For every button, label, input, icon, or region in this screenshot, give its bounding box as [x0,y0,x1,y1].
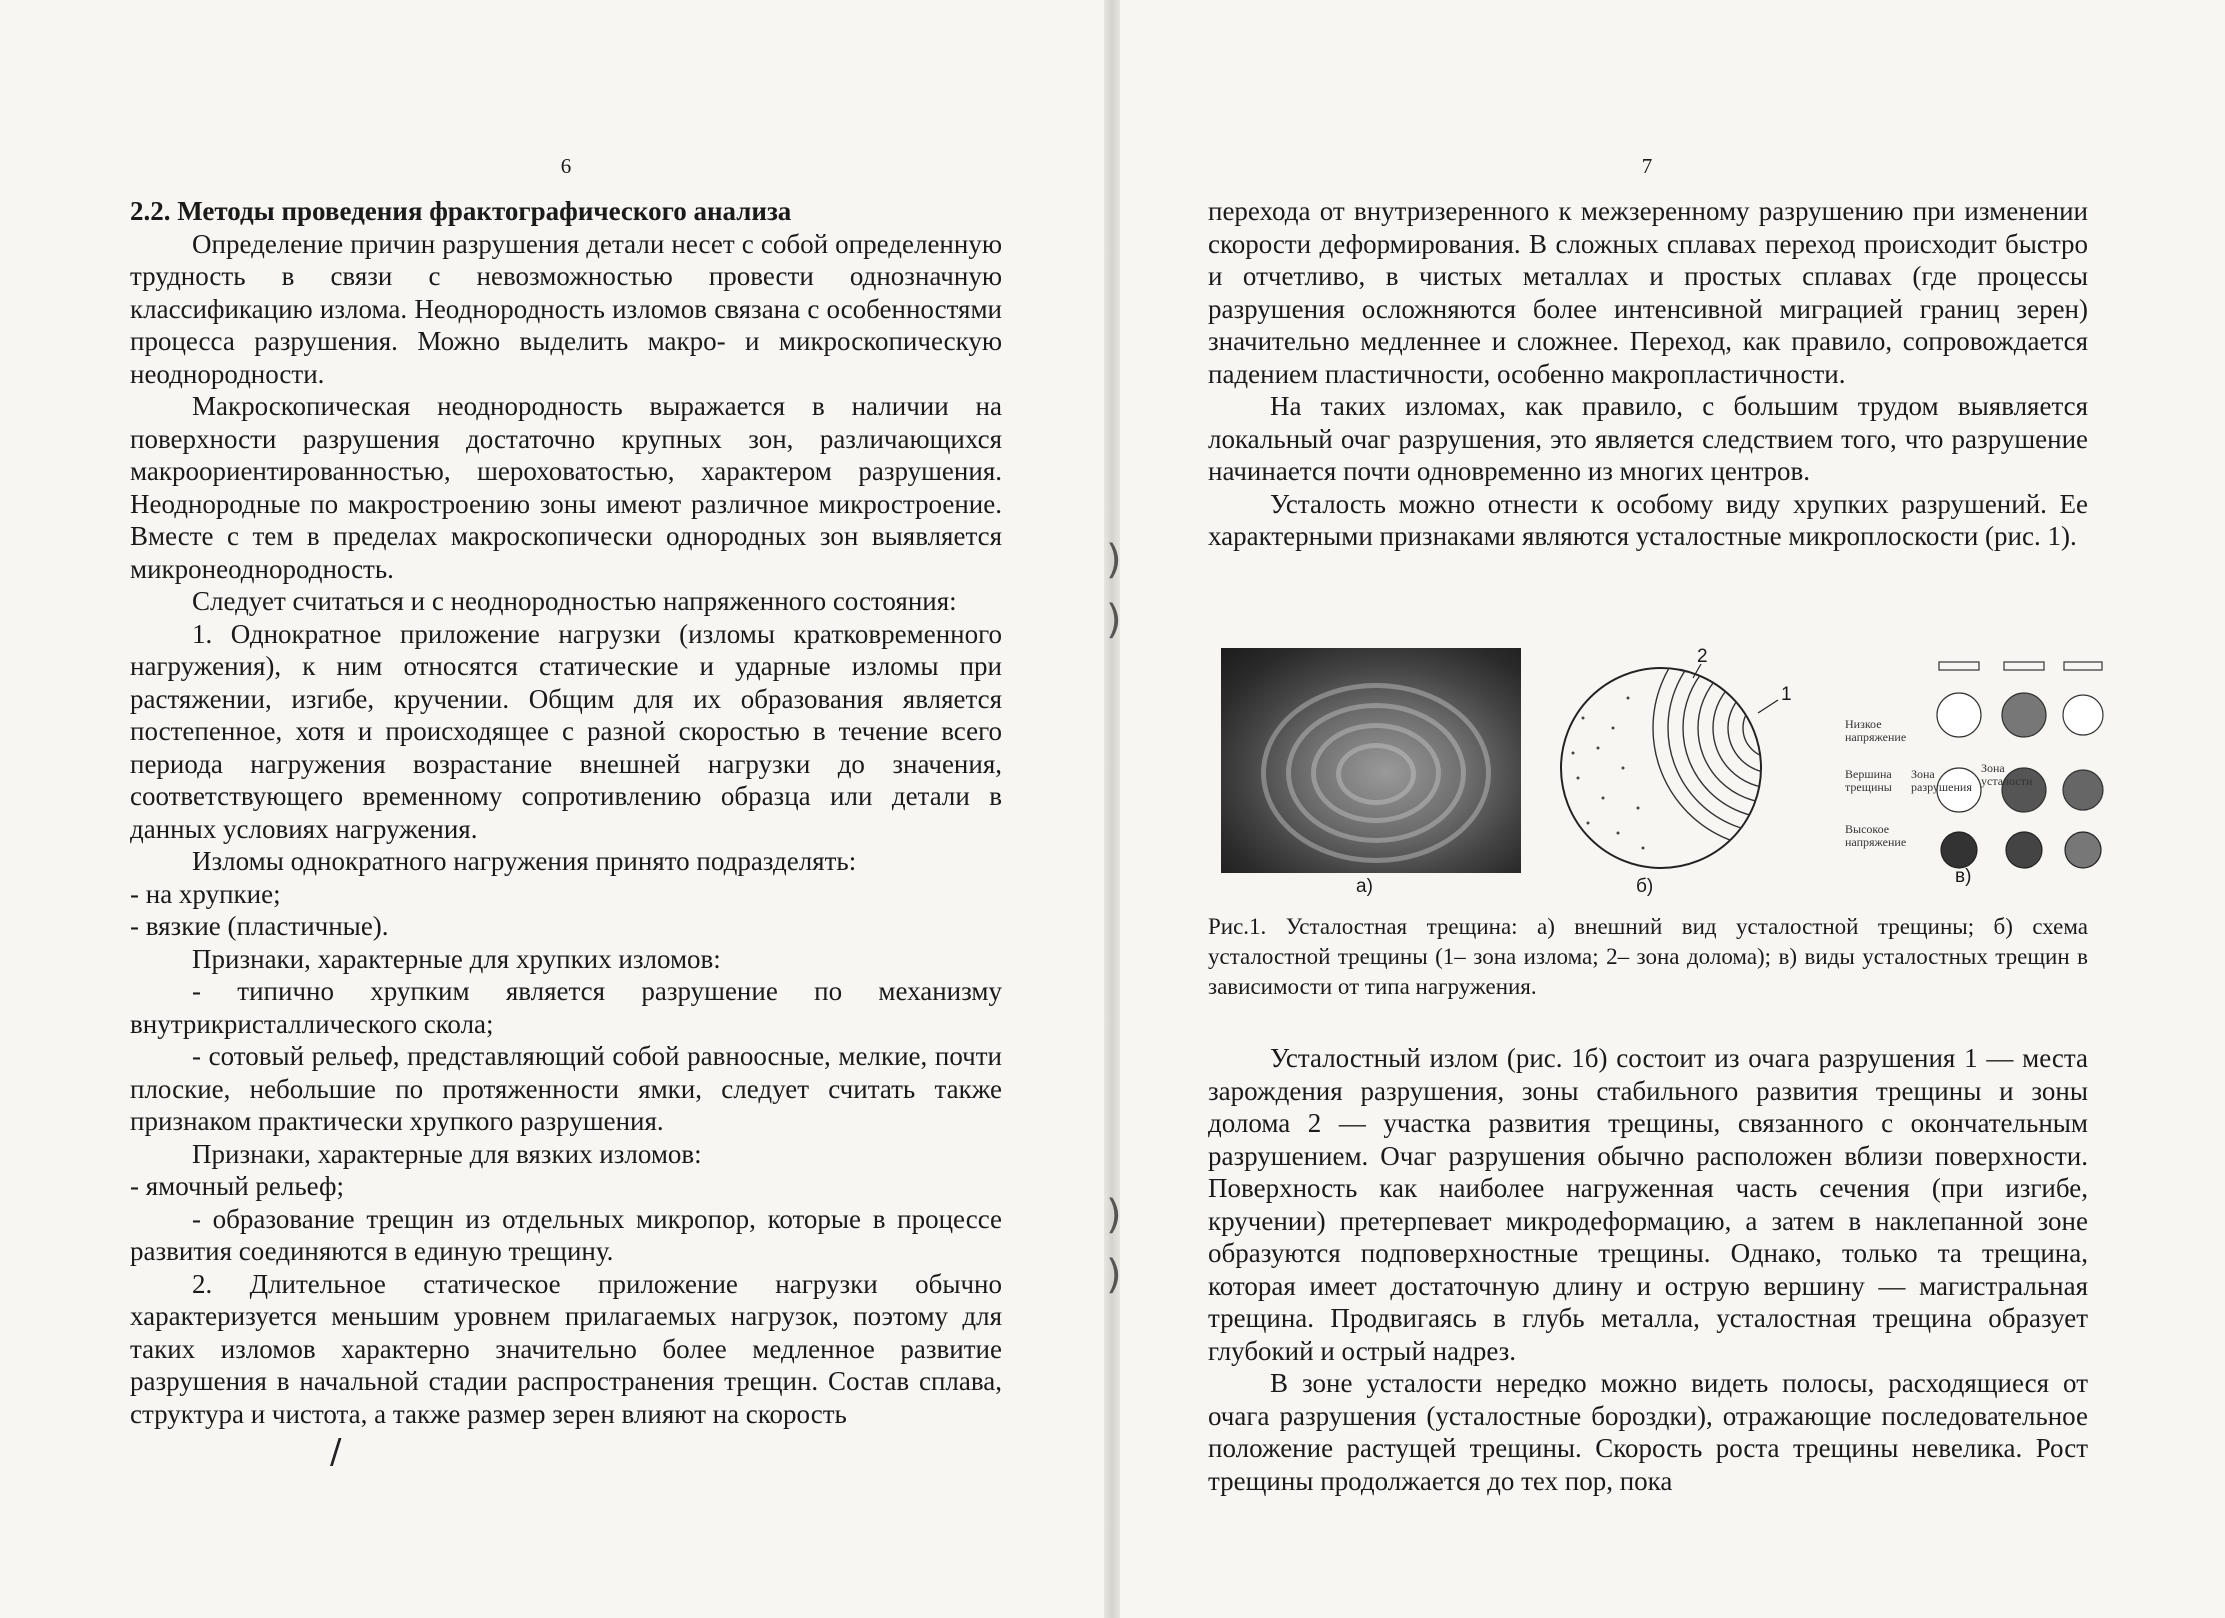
paragraph: В зоне усталости нередко можно видеть полосы, расходящиеся от очага разрушения (усталостные бороздки), отражающие последовательное положение растущей трещины. Скорость роста трещины невелика. Рост трещины продолжается до тех пор, пока [1208,1368,2088,1496]
list-item: - на хрупкие; [130,878,281,909]
label-high-stress: Высокое напряжение [1845,822,1907,849]
paragraph: Признаки, характерные для вязких изломов: [192,1138,702,1169]
label-low-stress: Низкое напряжение [1845,717,1907,744]
right-text-bottom [1208,1042,2088,1497]
paragraph: Следует считаться и с неоднородностью напряженного состояния: [192,586,957,616]
figure-caption: Рис.1. Усталостная трещина: а) внешний вид усталостной трещины; б) схема усталостной трещины (1– зона излома; 2– зона долома); в) виды усталостных трещин в зависимости от типа нагружения. [1208,914,2088,999]
section-heading: 2.2. Методы проведения фрактографического анализа [130,196,792,226]
staple-mark: ) [1106,1252,1122,1298]
label-v: в) [1955,866,1972,887]
figure-1 [1221,648,2101,900]
list-item: - вязкие (пластичные). [130,911,389,941]
paragraph: Макроскопическая неоднородность выражается в наличии на поверхности разрушения достаточно крупных зон, различающихся макроориентированностью, шероховатостью, характером разрушения. Неоднородные по макростроению зоны имеют различное микростроение. Вместе с тем в пределах макроскопически однородных зон выявляется микронеоднородность. [130,391,1002,584]
label-num-1: 1 [1781,684,1792,705]
label-fracture-zone: Зона разрушения [1911,767,1972,794]
paragraph: Усталостный излом (рис. 1б) состоит из очага разрушения 1 — места зарождения разрушения, зоны стабильного развития трещины и зоны долома 2 — участка развития трещины, связанного с окончательным разрушением. Очаг разрушения обычно расположен вблизи поверхности. Поверхность как наиболее нагруженная часть сечения (при изгибе, кручении) претерпевает микродеформацию, а затем в наклепанной зоне образуются подповерхностные трещины. Однако, только та трещина, которая имеет достаточную длину и острую вершину — магистральная трещина. Продвигаясь в глубь металла, усталостная трещина образует глубокий и острый надрез. [1208,1043,2088,1366]
staple-mark: ) [1106,597,1122,643]
paragraph: 1. Однократное приложение нагрузки (изломы кратковременного нагружения), к ним относятся статические и ударные изломы при растяжении, изгибе, кручении. Общим для их образования является постепенное, хотя и происходящее с разной скоростью в течение всего периода нагружения возрастание внешней нагрузки до значения, соответствующего временному сопротивлению образца или детали в данных условиях нагружения. [130,618,1002,844]
label-b: б) [1636,876,1654,897]
paragraph: Изломы однократного нагружения принято подразделять: [192,846,857,876]
label-num-2: 2 [1697,646,1708,667]
label-crack-tip: Вершина трещины [1845,767,1892,794]
paragraph: 2. Длительное статическое приложение нагрузки обычно характеризуется меньшим уровнем прилагаемых нагрузок, поэтому для таких изломов характерно значительно более медленное развитие разрушения в начальной стадии распространения трещин. Состав сплава, структура и чистота, а также размер зерен влияют на скорость [130,1268,1002,1429]
handwritten-mark: / [330,1432,342,1472]
right-text-top [1208,195,2088,553]
paragraph: перехода от внутризеренного к межзеренному разрушению при изменении скорости деформирования. В сложных сплавах переход происходит быстро и отчетливо, в чистых металлах и простых сплавах (где процессы разрушения осложняются более интенсивной миграцией границ зерен) значительно медленнее и сложнее. Переход, как правило, сопровождается падением пластичности, особенно макропластичности. [1208,196,2088,389]
paragraph: Определение причин разрушения детали несет с собой определенную трудность в связи с невозможностью провести однозначную классификацию излома. Неоднородность изломов связана с особенностями процесса разрушения. Можно выделить макро- и микроскопическую неоднородности. [130,228,1002,389]
page-number: 6 [560,154,572,178]
page-fold [1104,0,1120,1618]
fracture-photo [1221,648,1521,873]
label-fatigue-zone: Зона усталости [1981,761,2033,788]
paragraph: Усталость можно отнести к особому виду хрупких разрушений. Ее характерными признаками являются усталостные микроплоскости (рис. 1). [1208,488,2088,551]
paragraph: Признаки, характерные для хрупких изломов: [192,943,721,974]
label-a: а) [1356,876,1373,897]
page-number: 7 [1641,154,1653,178]
fatigue-crack-scheme [1543,658,1793,878]
staple-mark: ) [1106,1192,1122,1238]
left-text [130,195,1002,1430]
paragraph: На таких изломах, как правило, с большим трудом выявляется локальный очаг разрушения, это является следствием того, что разрушение начинается почти одновременно из многих центров. [1208,391,2088,486]
list-item: - типично хрупким является разрушение по механизму внутрикристаллического скола; [130,976,1002,1039]
list-item: - сотовый рельеф, представляющий собой равноосные, мелкие, почти плоские, небольшие по протяженности ямки, следует считать также признаком практически хрупкого разрушения. [130,1041,1002,1136]
staple-mark: ) [1106,537,1122,583]
list-item: - образование трещин из отдельных микропор, которые в процессе развития соединяются в единую трещину. [130,1203,1002,1266]
list-item: - ямочный рельеф; [130,1171,344,1201]
